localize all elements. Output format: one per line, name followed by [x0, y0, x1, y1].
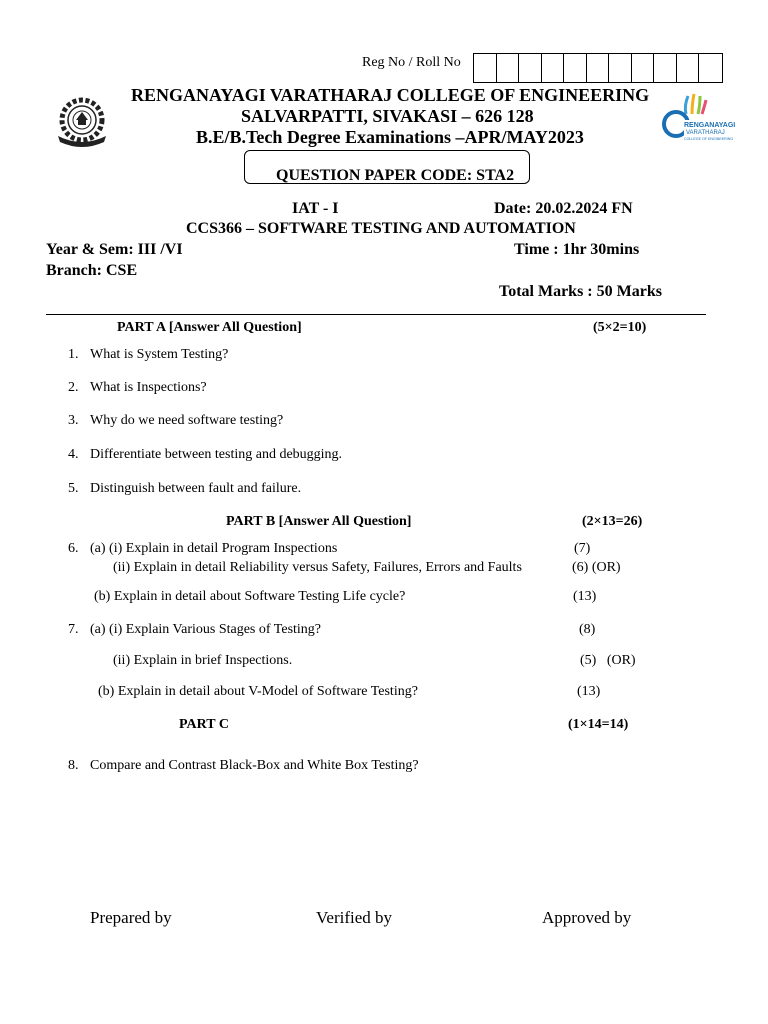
part-b-marks: (2×13=26) — [582, 514, 643, 529]
question-text: Compare and Contrast Black-Box and White Box Testing? — [90, 758, 419, 773]
reg-box[interactable] — [497, 54, 520, 82]
question-number: 2. — [68, 380, 79, 395]
exam-title: B.E/B.Tech Degree Examinations –APR/MAY2023 — [196, 127, 584, 147]
course-title: CCS366 – SOFTWARE TESTING AND AUTOMATION — [186, 220, 576, 237]
reg-no-boxes[interactable] — [473, 53, 723, 83]
question-number: 5. — [68, 481, 79, 496]
total-marks: Total Marks : 50 Marks — [499, 283, 662, 300]
exam-date: Date: 20.02.2024 FN — [494, 200, 633, 217]
approved-by-signature: Approved by — [542, 908, 632, 927]
question-paper-code: QUESTION PAPER CODE: STA2 — [276, 167, 515, 184]
year-sem: Year & Sem: III /VI — [46, 241, 183, 258]
verified-by-signature: Verified by — [316, 908, 393, 927]
question-text: What is Inspections? — [90, 380, 207, 395]
question-marks: (13) — [577, 684, 601, 699]
question-number: 6. — [68, 541, 79, 556]
college-seal-logo-icon — [50, 96, 114, 151]
part-c-title: PART C — [179, 717, 229, 732]
reg-box[interactable] — [542, 54, 565, 82]
question-marks: (7) — [574, 541, 591, 556]
reg-no-label: Reg No / Roll No — [362, 55, 461, 70]
reg-box[interactable] — [609, 54, 632, 82]
question-number: 8. — [68, 758, 79, 773]
part-c-marks: (1×14=14) — [568, 717, 629, 732]
question-number: 7. — [68, 622, 79, 637]
question-text: What is System Testing? — [90, 347, 229, 362]
question-text: (ii) Explain in detail Reliability versus Safety, Failures, Errors and Faults — [113, 560, 522, 575]
reg-box[interactable] — [632, 54, 655, 82]
question-marks: (5) (OR) — [580, 653, 636, 668]
question-text: Differentiate between testing and debugging. — [90, 447, 343, 462]
question-text: (ii) Explain in brief Inspections. — [113, 653, 293, 668]
divider — [46, 314, 706, 315]
question-text: Why do we need software testing? — [90, 413, 284, 428]
svg-text:VARATHARAJ: VARATHARAJ — [686, 130, 725, 136]
question-text: (b) Explain in detail about V-Model of Software Testing? — [98, 684, 418, 699]
reg-box[interactable] — [519, 54, 542, 82]
exam-time: Time : 1hr 30mins — [514, 241, 640, 258]
question-text: (b) Explain in detail about Software Testing Life cycle? — [94, 589, 406, 604]
reg-box[interactable] — [677, 54, 700, 82]
college-address: SALVARPATTI, SIVAKASI – 626 128 — [241, 106, 534, 126]
question-number: 1. — [68, 347, 79, 362]
part-a-marks: (5×2=10) — [593, 320, 647, 335]
college-name: RENGANAYAGI VARATHARAJ COLLEGE OF ENGINEERING — [131, 85, 650, 105]
prepared-by-signature: Prepared by — [90, 908, 172, 927]
question-marks: (8) — [579, 622, 596, 637]
reg-box[interactable] — [587, 54, 610, 82]
reg-box[interactable] — [564, 54, 587, 82]
part-b-title: PART B [Answer All Question] — [226, 514, 412, 529]
question-text: (a) (i) Explain Various Stages of Testing? — [90, 622, 322, 637]
reg-box[interactable] — [474, 54, 497, 82]
question-number: 4. — [68, 447, 79, 462]
branch: Branch: CSE — [46, 262, 138, 279]
reg-box[interactable] — [654, 54, 677, 82]
question-marks: (13) — [573, 589, 597, 604]
reg-box[interactable] — [699, 54, 722, 82]
svg-text:RENGANAYAGI: RENGANAYAGI — [684, 122, 736, 129]
svg-text:COLLEGE OF ENGINEERING: COLLEGE OF ENGINEERING — [684, 137, 734, 141]
question-number: 3. — [68, 413, 79, 428]
question-marks: (6) (OR) — [572, 560, 621, 575]
test-name: IAT - I — [292, 200, 339, 217]
college-logo-icon — [662, 92, 736, 151]
question-text: (a) (i) Explain in detail Program Inspections — [90, 541, 338, 556]
question-text: Distinguish between fault and failure. — [90, 481, 302, 496]
part-a-title: PART A [Answer All Question] — [117, 320, 302, 335]
